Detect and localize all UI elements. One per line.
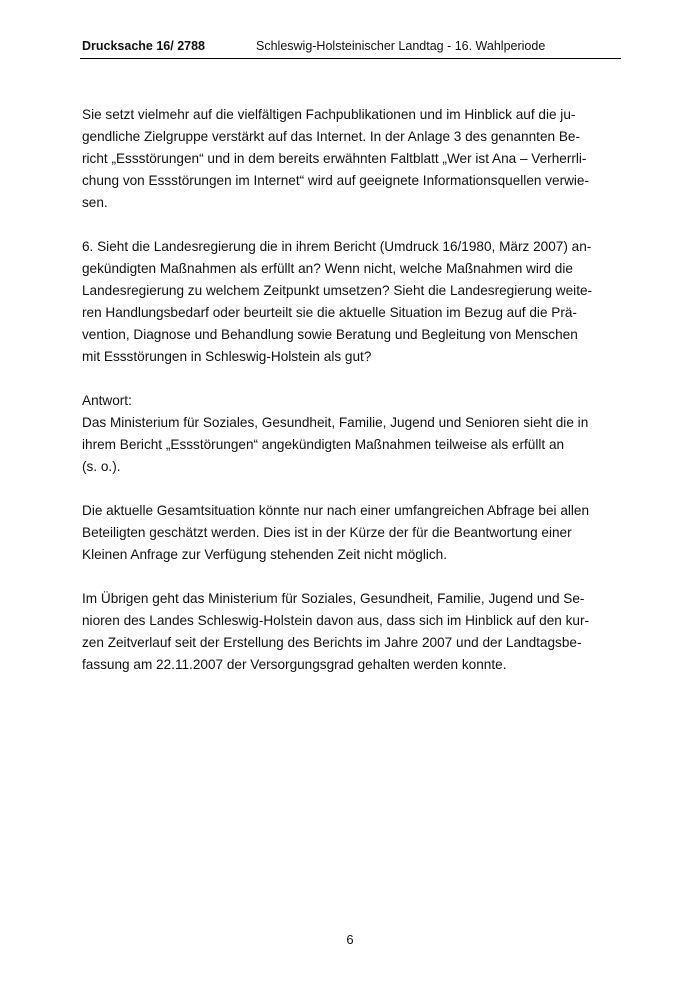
page-header xyxy=(80,38,621,59)
text-line: (s. o.). xyxy=(82,459,121,474)
text-line: gendliche Zielgruppe verstärkt auf das Internet. In der Anlage 3 des genannten Be- xyxy=(82,129,581,144)
text-line: ihrem Bericht „Essstörungen“ angekündigten Maßnahmen teilweise als erfüllt an xyxy=(82,437,565,452)
text-line: ren Handlungsbedarf oder beurteilt sie die aktuelle Situation im Bezug auf die Prä- xyxy=(82,305,577,320)
text-line: zen Zeitverlauf seit der Erstellung des Berichts im Jahre 2007 und der Landtagsbe- xyxy=(82,635,582,650)
page-number: 6 xyxy=(346,932,354,947)
text-line: chung von Essstörungen im Internet“ wird auf geeignete Informationsquellen verwie- xyxy=(82,173,590,188)
text-line: Die aktuelle Gesamtsituation könnte nur nach einer umfangreichen Abfrage bei allen xyxy=(82,503,590,518)
text-line: sen. xyxy=(82,195,108,210)
document-body xyxy=(82,104,612,698)
text-line: nioren des Landes Schleswig-Holstein davon aus, dass sich im Hinblick auf den kur- xyxy=(82,613,590,628)
text-line: Im Übrigen geht das Ministerium für Soziales, Gesundheit, Familie, Jugend und Se- xyxy=(82,591,585,606)
text-line: vention, Diagnose und Behandlung sowie Beratung und Begleitung von Menschen xyxy=(82,327,578,342)
text-line: richt „Essstörungen“ und in dem bereits erwähnten Faltblatt „Wer ist Ana – Verherrli- xyxy=(82,151,587,166)
answer-paragraph xyxy=(82,390,612,478)
text-line: gekündigten Maßnahmen als erfüllt an? Wenn nicht, welche Maßnahmen wird die xyxy=(82,261,573,276)
document-number: Drucksache 16/ 2788 xyxy=(82,39,206,53)
text-line: fassung am 22.11.2007 der Versorgungsgrad gehalten werden konnte. xyxy=(82,657,507,672)
paragraph xyxy=(82,500,612,566)
text-line: 6. Sieht die Landesregierung die in ihrem Bericht (Umdruck 16/1980, März 2007) an- xyxy=(82,239,592,254)
answer-heading: Antwort: xyxy=(82,393,132,408)
text-line: Sie setzt vielmehr auf die vielfältigen Fachpublikationen und im Hinblick auf die ju- xyxy=(82,107,576,122)
text-line: Kleinen Anfrage zur Verfügung stehenden Zeit nicht möglich. xyxy=(82,547,447,562)
text-line: mit Essstörungen in Schleswig-Holstein als gut? xyxy=(82,349,372,364)
text-line: Landesregierung zu welchem Zeitpunkt umsetzen? Sieht die Landesregierung weite- xyxy=(82,283,593,298)
text-line: Beteiligten geschätzt werden. Dies ist in der Kürze der für die Beantwortung einer xyxy=(82,525,572,540)
parliament-title: Schleswig-Holsteinischer Landtag - 16. Wahlperiode xyxy=(256,39,546,53)
question-paragraph xyxy=(82,236,612,368)
paragraph xyxy=(82,104,612,214)
text-line: Das Ministerium für Soziales, Gesundheit, Familie, Jugend und Senioren sieht die in xyxy=(82,415,589,430)
paragraph xyxy=(82,588,612,676)
